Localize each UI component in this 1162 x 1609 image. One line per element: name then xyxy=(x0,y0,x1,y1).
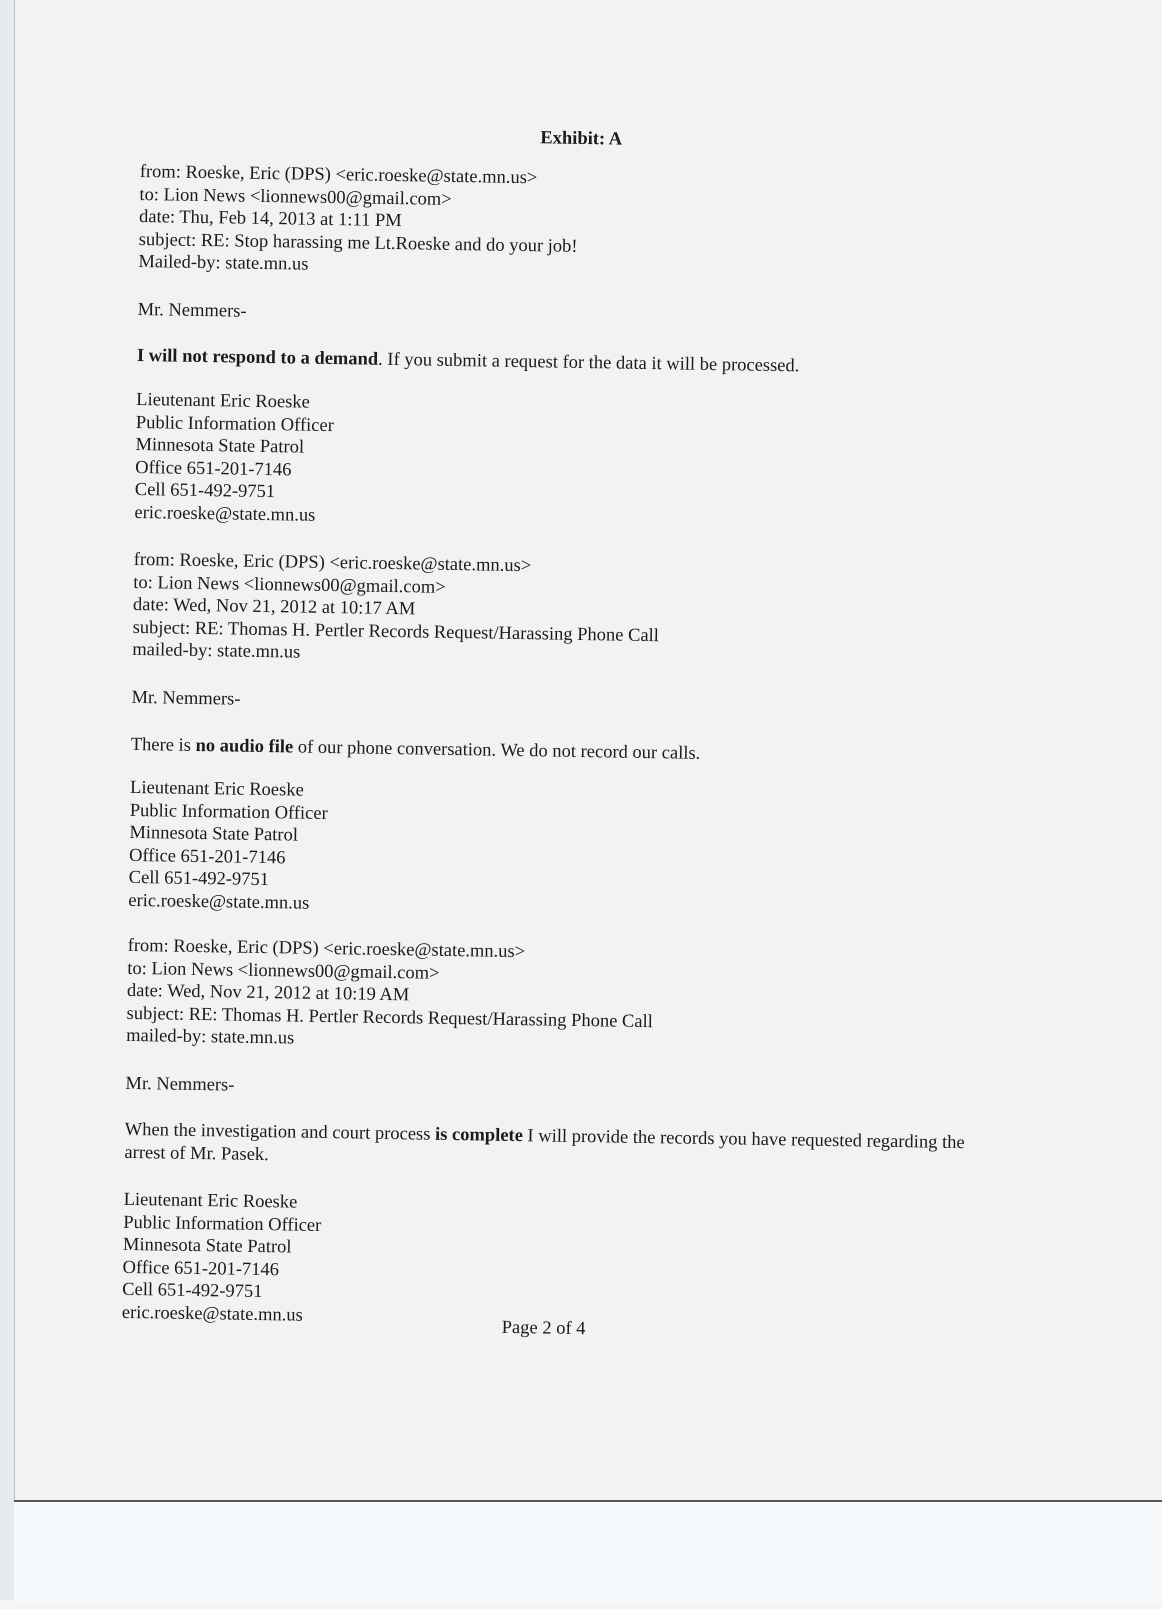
email-header xyxy=(126,935,654,1056)
email-body xyxy=(131,734,701,765)
signature-line: Public Information Officer xyxy=(136,411,334,437)
header-line: to: Lion News <lionnews00@gmail.com> xyxy=(127,957,654,988)
email-greeting: Mr. Nemmers- xyxy=(137,299,246,323)
signature-line: Public Information Officer xyxy=(130,799,328,825)
header-line: subject: RE: Thomas H. Pertler Records Request/Harassing Phone Call xyxy=(132,616,659,647)
header-line: Mailed-by: state.mn.us xyxy=(138,251,577,280)
body-emphasis: is complete xyxy=(435,1125,523,1146)
body-text: There is xyxy=(131,735,196,756)
email-body xyxy=(124,1119,1005,1178)
signature-line: Minnesota State Patrol xyxy=(129,822,327,848)
signature-line: Office 651-201-7146 xyxy=(129,844,327,870)
body-text: I will provide the records you have requested regarding the arrest of Mr. Pasek. xyxy=(124,1126,965,1165)
email-body xyxy=(137,345,800,378)
signature-line: Cell 651-492-9751 xyxy=(135,479,333,505)
exhibit-title: Exhibit: A xyxy=(540,127,622,151)
signature-line: Cell 651-492-9751 xyxy=(122,1279,320,1305)
body-text: . If you submit a request for the data it will be processed. xyxy=(378,350,800,377)
header-line: to: Lion News <lionnews00@gmail.com> xyxy=(133,571,660,602)
body-emphasis: no audio file xyxy=(195,736,293,758)
email-greeting: Mr. Nemmers- xyxy=(125,1073,234,1097)
header-line: from: Roeske, Eric (DPS) <eric.roeske@state.mn.us> xyxy=(127,935,654,966)
header-line: date: Wed, Nov 21, 2012 at 10:19 AM xyxy=(127,980,654,1011)
header-line: mailed-by: state.mn.us xyxy=(126,1025,653,1056)
header-line: mailed-by: state.mn.us xyxy=(132,639,659,670)
header-line: date: Wed, Nov 21, 2012 at 10:17 AM xyxy=(133,594,660,625)
signature-line: Lieutenant Eric Roeske xyxy=(130,777,328,803)
signature-line: Minnesota State Patrol xyxy=(123,1234,321,1260)
signature-line: Lieutenant Eric Roeske xyxy=(123,1189,321,1215)
email-signature xyxy=(134,389,334,527)
signature-line: Office 651-201-7146 xyxy=(122,1256,320,1282)
email-header xyxy=(138,161,579,280)
header-line: from: Roeske, Eric (DPS) <eric.roeske@state.mn.us> xyxy=(140,161,579,190)
header-line: subject: RE: Thomas H. Pertler Records Request/Harassing Phone Call xyxy=(126,1002,653,1033)
header-line: from: Roeske, Eric (DPS) <eric.roeske@state.mn.us> xyxy=(134,549,661,580)
signature-line: eric.roeske@state.mn.us xyxy=(122,1301,320,1327)
body-emphasis: I will not respond to a demand xyxy=(137,346,379,370)
signature-line: Office 651-201-7146 xyxy=(135,456,333,482)
header-line: date: Thu, Feb 14, 2013 at 1:11 PM xyxy=(139,206,578,235)
email-signature xyxy=(128,777,328,915)
signature-line: eric.roeske@state.mn.us xyxy=(134,501,332,527)
signature-line: Public Information Officer xyxy=(123,1211,321,1237)
signature-line: Lieutenant Eric Roeske xyxy=(136,389,334,415)
email-greeting: Mr. Nemmers- xyxy=(131,687,240,711)
body-text: of our phone conversation. We do not record our calls. xyxy=(293,737,700,763)
signature-line: Minnesota State Patrol xyxy=(135,434,333,460)
email-signature xyxy=(122,1189,322,1327)
email-header xyxy=(132,549,660,670)
signature-line: eric.roeske@state.mn.us xyxy=(128,889,326,915)
header-line: to: Lion News <lionnews00@gmail.com> xyxy=(139,183,578,212)
signature-line: Cell 651-492-9751 xyxy=(129,867,327,893)
header-line: subject: RE: Stop harassing me Lt.Roeske and do your job! xyxy=(139,228,578,257)
body-text: When the investigation and court process xyxy=(125,1120,436,1145)
page-number: Page 2 of 4 xyxy=(502,1317,586,1341)
